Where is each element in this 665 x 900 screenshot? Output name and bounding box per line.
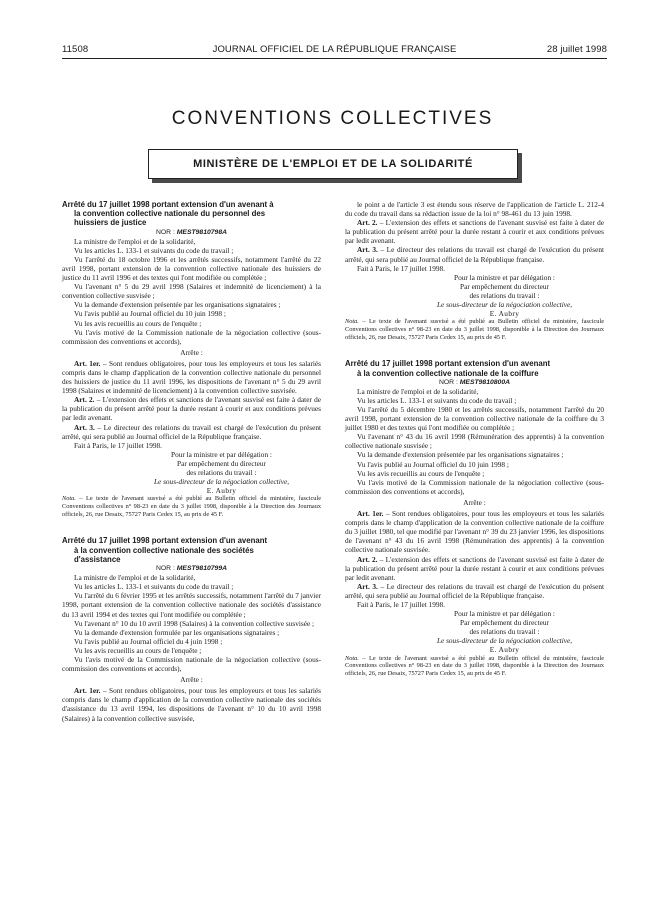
arrete-title-line: Arrêté du 17 juillet 1998 portant extension d'un avenant	[345, 359, 551, 369]
article-label: Art. 3.	[74, 422, 95, 432]
visa-line: Vu la demande d'extension présentée par les organisations signataires ;	[74, 300, 281, 310]
visa-line: Vu la demande d'extension présentée par les organisations signataires ;	[357, 450, 564, 460]
nota-label: Nota.	[345, 654, 359, 662]
left-column	[62, 200, 321, 723]
nota-text: – Le texte de l'avenant susvisé a été publié au Bulletin officiel du ministère, fascicule Conventions collectives n° 98-23 en date du 3 juillet 1998, disponible à la Direction des Journaux officiels, 26, rue Desaix, 75727 Paris Cedex 15, au prix de 45 F.	[345, 318, 604, 341]
article-1	[62, 686, 321, 722]
arrete-title	[62, 200, 321, 228]
nor-code: MEST9810799A	[176, 565, 228, 573]
visa-line: Vu l'arrêté du 5 décembre 1980 et les arrêtés successifs, notamment l'arrêté du 20 avril 1998, portant extension de la convention collective nationale de la coiffure du 3 juillet 1980 et des textes qui l'ont modifiée ou complétée ;	[345, 405, 604, 433]
visa-line: Vu les articles L. 133-1 et suivants du code du travail ;	[74, 582, 234, 592]
article-text: – L'extension des effets et sanctions de l'avenant susvisé est faite à dater de la publication du présent arrêté pour la durée restant à courir et aux conditions prévues par ledit avenant.	[345, 218, 604, 246]
nor-reference	[62, 564, 321, 573]
nor-label: NOR :	[155, 228, 175, 236]
arrete-word: Arrête :	[463, 497, 486, 507]
arrete-title	[62, 536, 321, 564]
nota-label: Nota.	[345, 318, 359, 326]
visa-line: Vu les avis recueillis au cours de l'enquête ;	[74, 318, 202, 328]
nor-reference	[62, 228, 321, 237]
header-rule	[62, 58, 607, 59]
signature-line: Le sous-directeur de la négociation collective,	[436, 300, 573, 310]
visa-line: La ministre de l'emploi et de la solidarité,	[74, 573, 196, 583]
signature-line: des relations du travail :	[186, 468, 257, 478]
visa-line: La ministre de l'emploi et de la solidarité,	[357, 386, 479, 396]
signatory-name: E. Aubry	[206, 486, 237, 496]
article-label: Art. 2.	[357, 554, 378, 564]
article-label: Art. 1er.	[74, 686, 101, 696]
nor-code: MEST9810800A	[459, 378, 511, 386]
signature-line: des relations du travail :	[469, 290, 540, 300]
arrete-title-line: Arrêté du 17 juillet 1998 portant extension d'un avenant	[62, 536, 268, 546]
visa-line: Vu l'avenant n° 10 du 10 avril 1998 (Salaires) à la convention collective susvisée ;	[74, 618, 315, 628]
arrete-title-line: à la convention collective nationale de la coiffure	[357, 368, 539, 378]
journal-title: JOURNAL OFFICIEL DE LA RÉPUBLIQUE FRANÇAISE	[212, 44, 457, 55]
article-text: – L'extension des effets et sanctions de l'avenant susvisé est faite à dater de la publication du présent arrêté pour la durée restant à courir et aux conditions prévues par ledit avenant.	[62, 395, 321, 423]
nota	[345, 655, 604, 678]
signature-line: Pour la ministre et par délégation :	[454, 609, 555, 619]
visa-line: Vu l'avis motivé de la Commission nationale de la négociation collective (sous-commission des conventions et accords),	[62, 327, 321, 346]
nor-label: NOR :	[438, 378, 458, 386]
article-1-continuation: le point a de l'article 3 est étendu sous réserve de l'application de l'article L. 212-4 du code du travail dans sa rédaction issue de la loi n° 98-461 du 13 juin 1998.	[345, 200, 604, 219]
ministry-name: MINISTÈRE DE L'EMPLOI ET DE LA SOLIDARITÉ	[148, 149, 518, 179]
article-label: Art. 1er.	[357, 509, 384, 519]
visa-line: Vu les articles L. 133-1 et suivants du code du travail ;	[357, 395, 517, 405]
article-text: – Sont rendues obligatoires, pour tous les employeurs et tous les salariés compris dans le champ d'application de la convention collective nationale du personnel des huissiers de justice du 11 avril 1996, les dispositions de l'avenant n° 5 du 29 avril 1998 (Salaires et indemnité de licenciement) à la convention collective susvisée.	[62, 358, 321, 396]
signature-line: Le sous-directeur de la négociation collective,	[436, 636, 573, 646]
signatory-name: E. Aubry	[489, 645, 520, 655]
nor-code: MESТ9810798A	[176, 228, 228, 236]
nota-text: – Le texte de l'avenant susvisé a été publié au Bulletin officiel du ministère, fascicule Conventions collectives n° 98-23 en date du 3 juillet 1998, disponible à la Direction des Journaux officiels, 26, rue Desaix, 75727 Paris Cedex 15, au prix de 45 F.	[345, 654, 604, 677]
article-text: – Le directeur des relations du travail est chargé de l'exécution du présent arrêté, qui sera publié au Journal officiel de la République française.	[345, 581, 605, 600]
article-1	[62, 359, 321, 395]
article-3	[345, 245, 604, 263]
signature-line: Pour la ministre et par délégation :	[171, 449, 272, 459]
ministry-banner	[148, 149, 518, 179]
fait-a-paris: Fait à Paris, le 17 juillet 1998.	[357, 263, 445, 273]
nor-label: NOR :	[155, 565, 175, 573]
article-1	[345, 509, 604, 554]
visa-line: Vu l'avis publié au Journal officiel du 10 juin 1998 ;	[74, 309, 226, 319]
signature-line: des relations du travail :	[469, 627, 540, 637]
nota	[345, 318, 604, 341]
fait-a-paris: Fait à Paris, le 17 juillet 1998.	[74, 440, 162, 450]
article-3	[345, 582, 604, 600]
signature-line: Par empêchement du directeur	[177, 458, 266, 468]
article-label: Art. 2.	[357, 218, 378, 228]
visa-line: Vu la demande d'extension formulée par les organisations signataires ;	[74, 627, 280, 637]
signature-line: Par empêchement du directeur	[460, 618, 549, 628]
signature-line: Par empêchement du directeur	[460, 281, 549, 291]
article-2	[345, 218, 604, 245]
visa-line: Vu l'avis motivé de la Commission nationale de la négociation collective (sous-commission des conventions et accords),	[345, 477, 604, 496]
visa-line: Vu l'avis motivé de la Commission nationale de la négociation collective (sous-commission des conventions et accords),	[62, 654, 321, 674]
article-text: – Le directeur des relations du travail est chargé de l'exécution du présent arrêté, qui sera publié au Journal officiel de la République française.	[345, 245, 605, 264]
page-header	[62, 44, 607, 58]
article-label: Art. 2.	[74, 395, 95, 405]
nota-text: – Le texte de l'avenant susvisé a été publié au Bulletin officiel du ministère, fascicule Conventions collectives n° 98-23 en date du 3 juillet 1998, disponible à la Direction des Journaux officiels, 26, rue Desaix, 75727 Paris Cedex 15, au prix de 45 F.	[62, 495, 321, 518]
article-3	[62, 423, 321, 441]
arrete-societes-assistance-continued	[345, 200, 604, 341]
arrete-title-line: Arrêté du 17 juillet 1998 portant extension d'un avenant à	[62, 200, 274, 209]
visa-line: Vu l'avis publié au Journal officiel du 10 juin 1998 ;	[357, 459, 509, 469]
article-label: Art. 3.	[357, 245, 378, 255]
visa-line: Vu les avis recueillis au cours de l'enquête ;	[357, 468, 485, 478]
signature-line: Pour la ministre et par délégation :	[454, 272, 555, 282]
visa-line: Vu l'avis publié au Journal officiel du 4 juin 1998 ;	[74, 636, 223, 646]
article-label: Art. 1er.	[74, 358, 101, 368]
visa-line: Vu les avis recueillis au cours de l'enquête ;	[74, 645, 202, 655]
visa-line: Vu les articles L. 133-1 et suivants du code du travail ;	[74, 245, 234, 255]
visa-line: Vu l'avenant n° 43 du 16 avril 1998 (Rémunération des apprentis) à la convention collective nationale susvisée ;	[345, 432, 604, 451]
arrete-word: Arrête :	[180, 675, 203, 685]
signature-line: Le sous-directeur de la négociation collective,	[153, 477, 290, 487]
section-title: CONVENTIONS COLLECTIVES	[171, 108, 494, 129]
article-2	[345, 555, 604, 582]
page-number: 11508	[62, 44, 89, 55]
fait-a-paris: Fait à Paris, le 17 juillet 1998.	[357, 599, 445, 609]
arrete-societes-assistance	[62, 536, 321, 722]
arrete-huissiers	[62, 200, 321, 518]
signatory-name: E. Aubry	[489, 309, 520, 319]
visa-line: La ministre de l'emploi et de la solidarité,	[74, 236, 196, 246]
issue-date: 28 juillet 1998	[546, 44, 607, 55]
article-text: – Le directeur des relations du travail est chargé de l'exécution du présent arrêté, qui sera publié au Journal officiel de la République française.	[62, 422, 322, 441]
article-2	[62, 395, 321, 422]
right-column	[345, 200, 604, 678]
arrete-title-line: la convention collective nationale du personnel des	[74, 209, 266, 219]
article-text: – L'extension des effets et sanctions de l'avenant susvisé est faite à dater de la publication du présent arrêté pour la durée restant à courir et aux conditions prévues par ledit avenant.	[345, 554, 604, 582]
article-text: – Sont rendues obligatoires, pour tous les employeurs et tous les salariés compris dans le champ d'application de la convention collective nationale de la coiffure du 3 juillet 1980, tel que modifié par l'avenant n° 39 du 23 janvier 1996, les dispositions de l'avenant n° 43 du 16 avril 1998 (Rémunération des apprentis) à la convention collective nationale susvisée.	[345, 509, 604, 555]
visa-line: Vu l'arrêté du 6 février 1995 et les arrêtés successifs, notamment l'arrêté du 7 janvier 1998, portant extension de la convention collective nationale des sociétés d'assistance du 13 avril 1994 et des textes qui l'ont modifiée ou complétée ;	[62, 591, 321, 619]
nota	[62, 495, 321, 518]
arrete-word: Arrête :	[180, 347, 203, 357]
article-text: – Sont rendues obligatoires, pour tous les employeurs et tous les salariés compris dans le champ d'application de la convention collective nationale des sociétés d'assistance du 13 avril 1994, les dispositions de l'avenant n° 10 du 10 avril 1998 (Salaires) à la convention collective susvisée,	[62, 686, 321, 723]
nor-reference	[345, 378, 604, 387]
arrete-title-line: huissiers de justice	[74, 218, 147, 228]
nota-label: Nota.	[62, 495, 76, 503]
arrete-coiffure	[345, 359, 604, 677]
visa-line: Vu l'avenant n° 5 du 29 avril 1998 (Salaires et indemnité de licenciement) à la convention collective susvisée ;	[62, 282, 321, 301]
article-label: Art. 3.	[357, 581, 378, 591]
visa-line: Vu l'arrêté du 18 octobre 1996 et les arrêtés successifs, notamment l'arrêté du 22 avril 1998, portant extension de la convention collective nationale des huissiers de justice du 11 avril 1996 et des textes qui l'ont modifiée ou complétée ;	[62, 254, 321, 283]
arrete-title-line: d'assistance	[74, 554, 121, 564]
arrete-title-line: à la convention collective nationale des sociétés	[74, 545, 254, 555]
arrete-title	[345, 359, 604, 377]
